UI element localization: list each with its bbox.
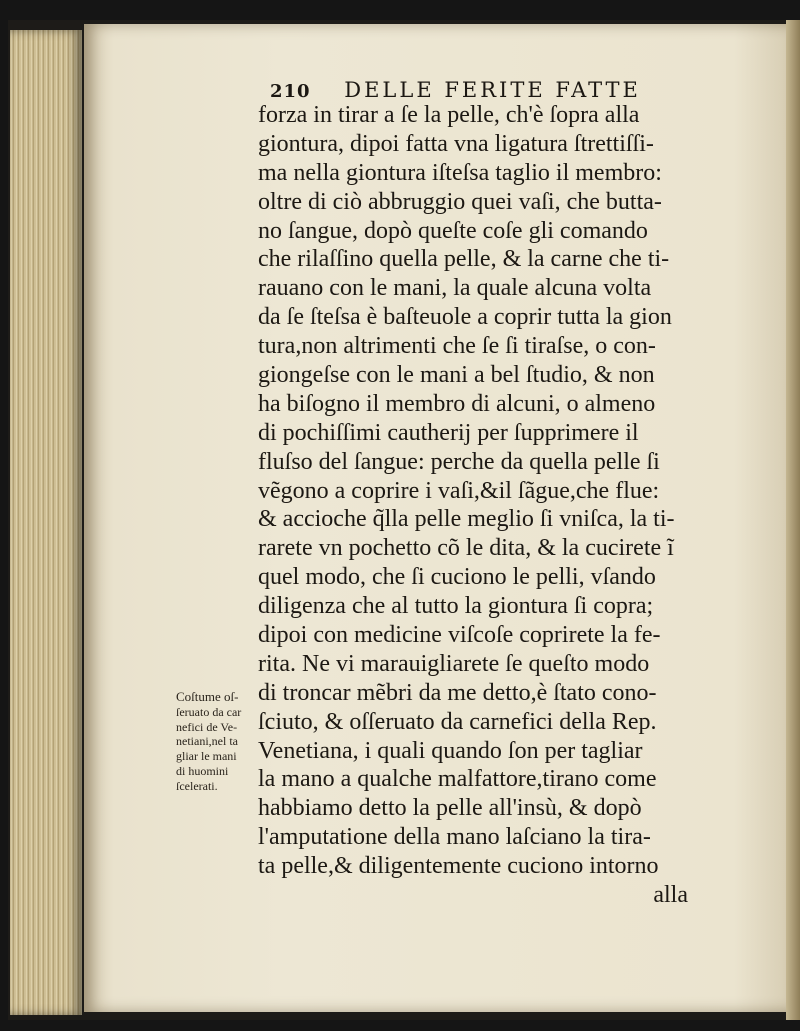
text-line: ma nella giontura iſteſsa taglio il membro: [258, 159, 662, 186]
text-line: di troncar mẽbri da me detto,è ſtato cono- [258, 679, 657, 706]
page-number: 210 [270, 81, 311, 102]
text-line: & accioche q̃lla pelle meglio ſi vniſca, la ti- [258, 506, 675, 533]
text-line: giontura, dipoi fatta vna ligatura ſtrettiſſi- [258, 130, 654, 157]
text-line: l'amputatione della mano laſciano la tira- [258, 824, 651, 851]
running-title: DELLE FERITE FATTE [344, 78, 641, 102]
text-line: tura,non altrimenti che ſe ſi tiraſse, o con- [258, 333, 656, 360]
text-line: giongeſse con le mani a bel ſtudio, & non [258, 362, 655, 389]
facing-page-edge [786, 20, 800, 1020]
text-line: dipoi con medicine viſcoſe coprirete la fe- [258, 622, 661, 649]
text-line: forza in tirar a ſe la pelle, ch'è ſopra alla [258, 102, 640, 128]
text-line: rarete vn pochetto cõ le dita, & la cucirete ĩ [258, 535, 674, 562]
text-line: rita. Ne vi marauigliarete ſe queſto modo [258, 650, 650, 677]
text-line: vẽgono a coprire i vaſi,&il ſãgue,che flue: [258, 477, 660, 504]
text-line: habbiamo detto la pelle all'insù, & dopò [258, 795, 642, 822]
text-line: rauano con le mani, la quale alcuna volta [258, 275, 652, 302]
marginal-note-line: gliar le mani [176, 749, 237, 764]
text-line: la mano a qualche malfattore,tirano come [258, 766, 657, 793]
text-line: Venetiana, i quali quando ſon per tagliar [258, 737, 643, 764]
text-line: da ſe ſteſsa è baſteuole a coprir tutta la gion [258, 304, 672, 331]
marginal-note-line: Coſtume oſ- [176, 689, 239, 704]
marginal-note-line: ſcelerati. [176, 778, 218, 793]
marginal-note-line: di huomini [176, 763, 229, 778]
text-line: oltre di ciò abbruggio quei vaſi, che butta- [258, 188, 662, 215]
text-line: fluſso del ſangue: perche da quella pelle ſi [258, 448, 660, 475]
marginal-note-line: nefici de Ve- [176, 719, 238, 734]
text-line: quel modo, che ſi cuciono le pelli, vſando [258, 564, 656, 591]
text-line: ha biſogno il membro di alcuni, o almeno [258, 390, 656, 417]
text-line: no ſangue, dopò queſte coſe gli comando [258, 217, 648, 244]
text-line: che rilaſſino quella pelle, & la carne che ti- [258, 246, 670, 273]
marginal-note-line: netiani,nel ta [176, 734, 238, 749]
text-line: ta pelle,& diligentemente cuciono intorno [258, 853, 659, 880]
book-fore-edge [10, 30, 82, 1015]
marginal-note [176, 690, 262, 794]
text-line: diligenza che al tutto la giontura ſi copra; [258, 593, 654, 620]
catchword: alla [653, 882, 688, 909]
marginal-note-line: ſeruato da car [176, 704, 242, 719]
text-line: ſciuto, & oſſeruato da carnefici della Rep. [258, 708, 657, 735]
main-text-block [258, 101, 738, 910]
text-line: di pochiſſimi cautherij per ſupprimere il [258, 419, 639, 446]
